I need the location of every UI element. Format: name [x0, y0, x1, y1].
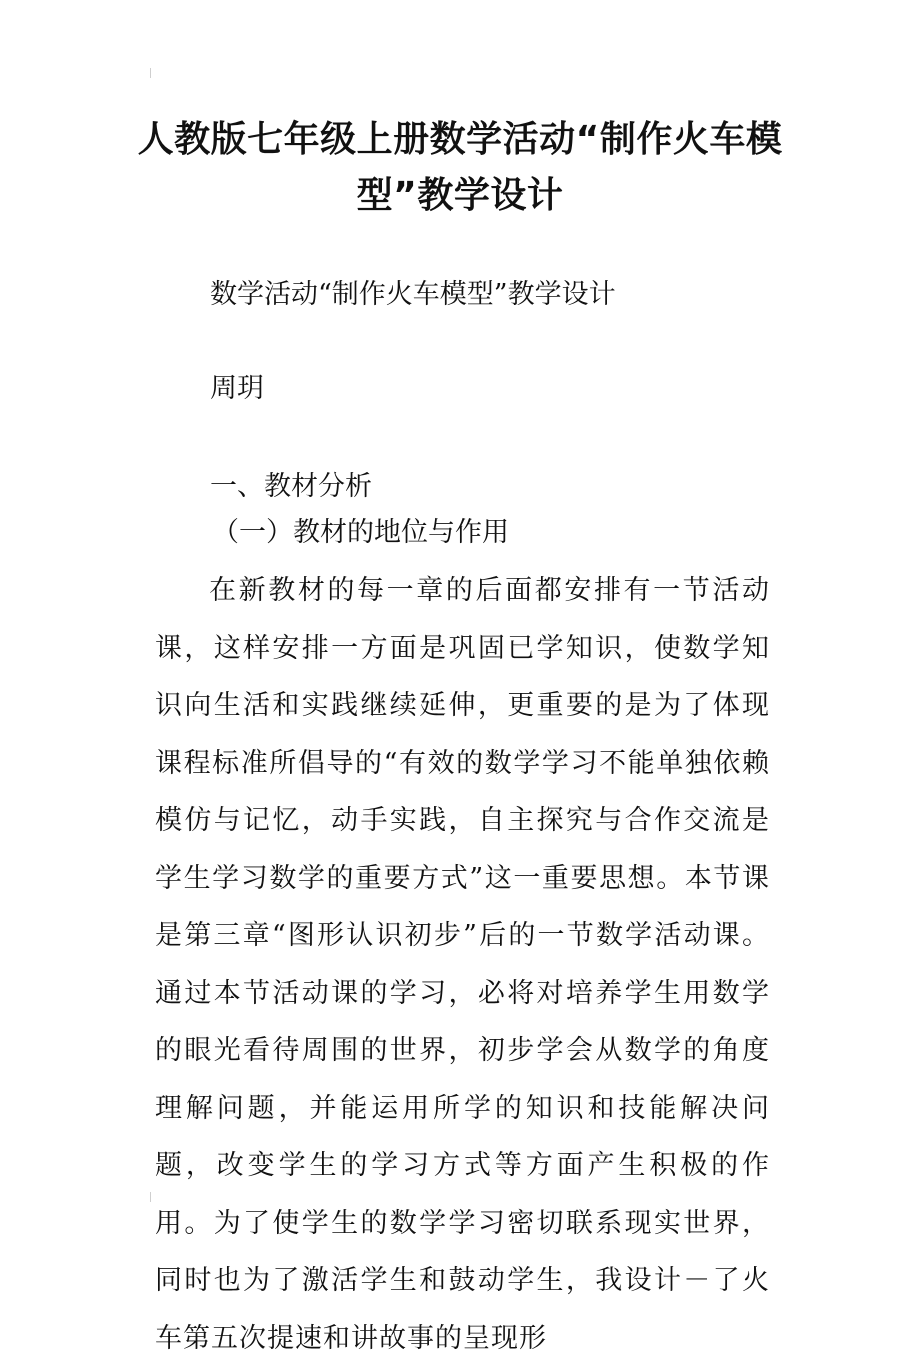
crop-mark-bottom: [150, 1192, 157, 1202]
section-heading-textbook-analysis: 一、教材分析: [210, 471, 372, 502]
subsection-heading-status-and-role: （一）教材的地位与作用: [212, 517, 509, 548]
author-name: 周玥: [210, 373, 264, 404]
document-subtitle: 数学活动“制作火车模型”教学设计: [210, 279, 616, 310]
crop-mark-top: [150, 68, 157, 78]
body-paragraph: 在新教材的每一章的后面都安排有一节活动课，这样安排一方面是巩固已学知识，使数学知识向生活和实践继续延伸，更重要的是为了体现课程标准所倡导的“有效的数学学习不能单独依赖模仿与记忆，动手实践，自主探究与合作交流是学生学习数学的重要方式”这一重要思想。本节课是第三章“图形认识初步”后的一节数学活动课。通过本节活动课的学习，必将对培养学生用数学的眼光看待周围的世界，初步学会从数学的角度理解问题，并能运用所学的知识和技能解决问题，改变学生的学习方式等方面产生积极的作用。为了使学生的数学学习密切联系现实世界，同时也为了激活学生和鼓动学生，我设计－了火车第五次提速和讲故事的呈现形: [155, 575, 770, 1354]
document-title: 人教版七年级上册数学活动“制作火车模型”教学设计: [137, 119, 783, 216]
